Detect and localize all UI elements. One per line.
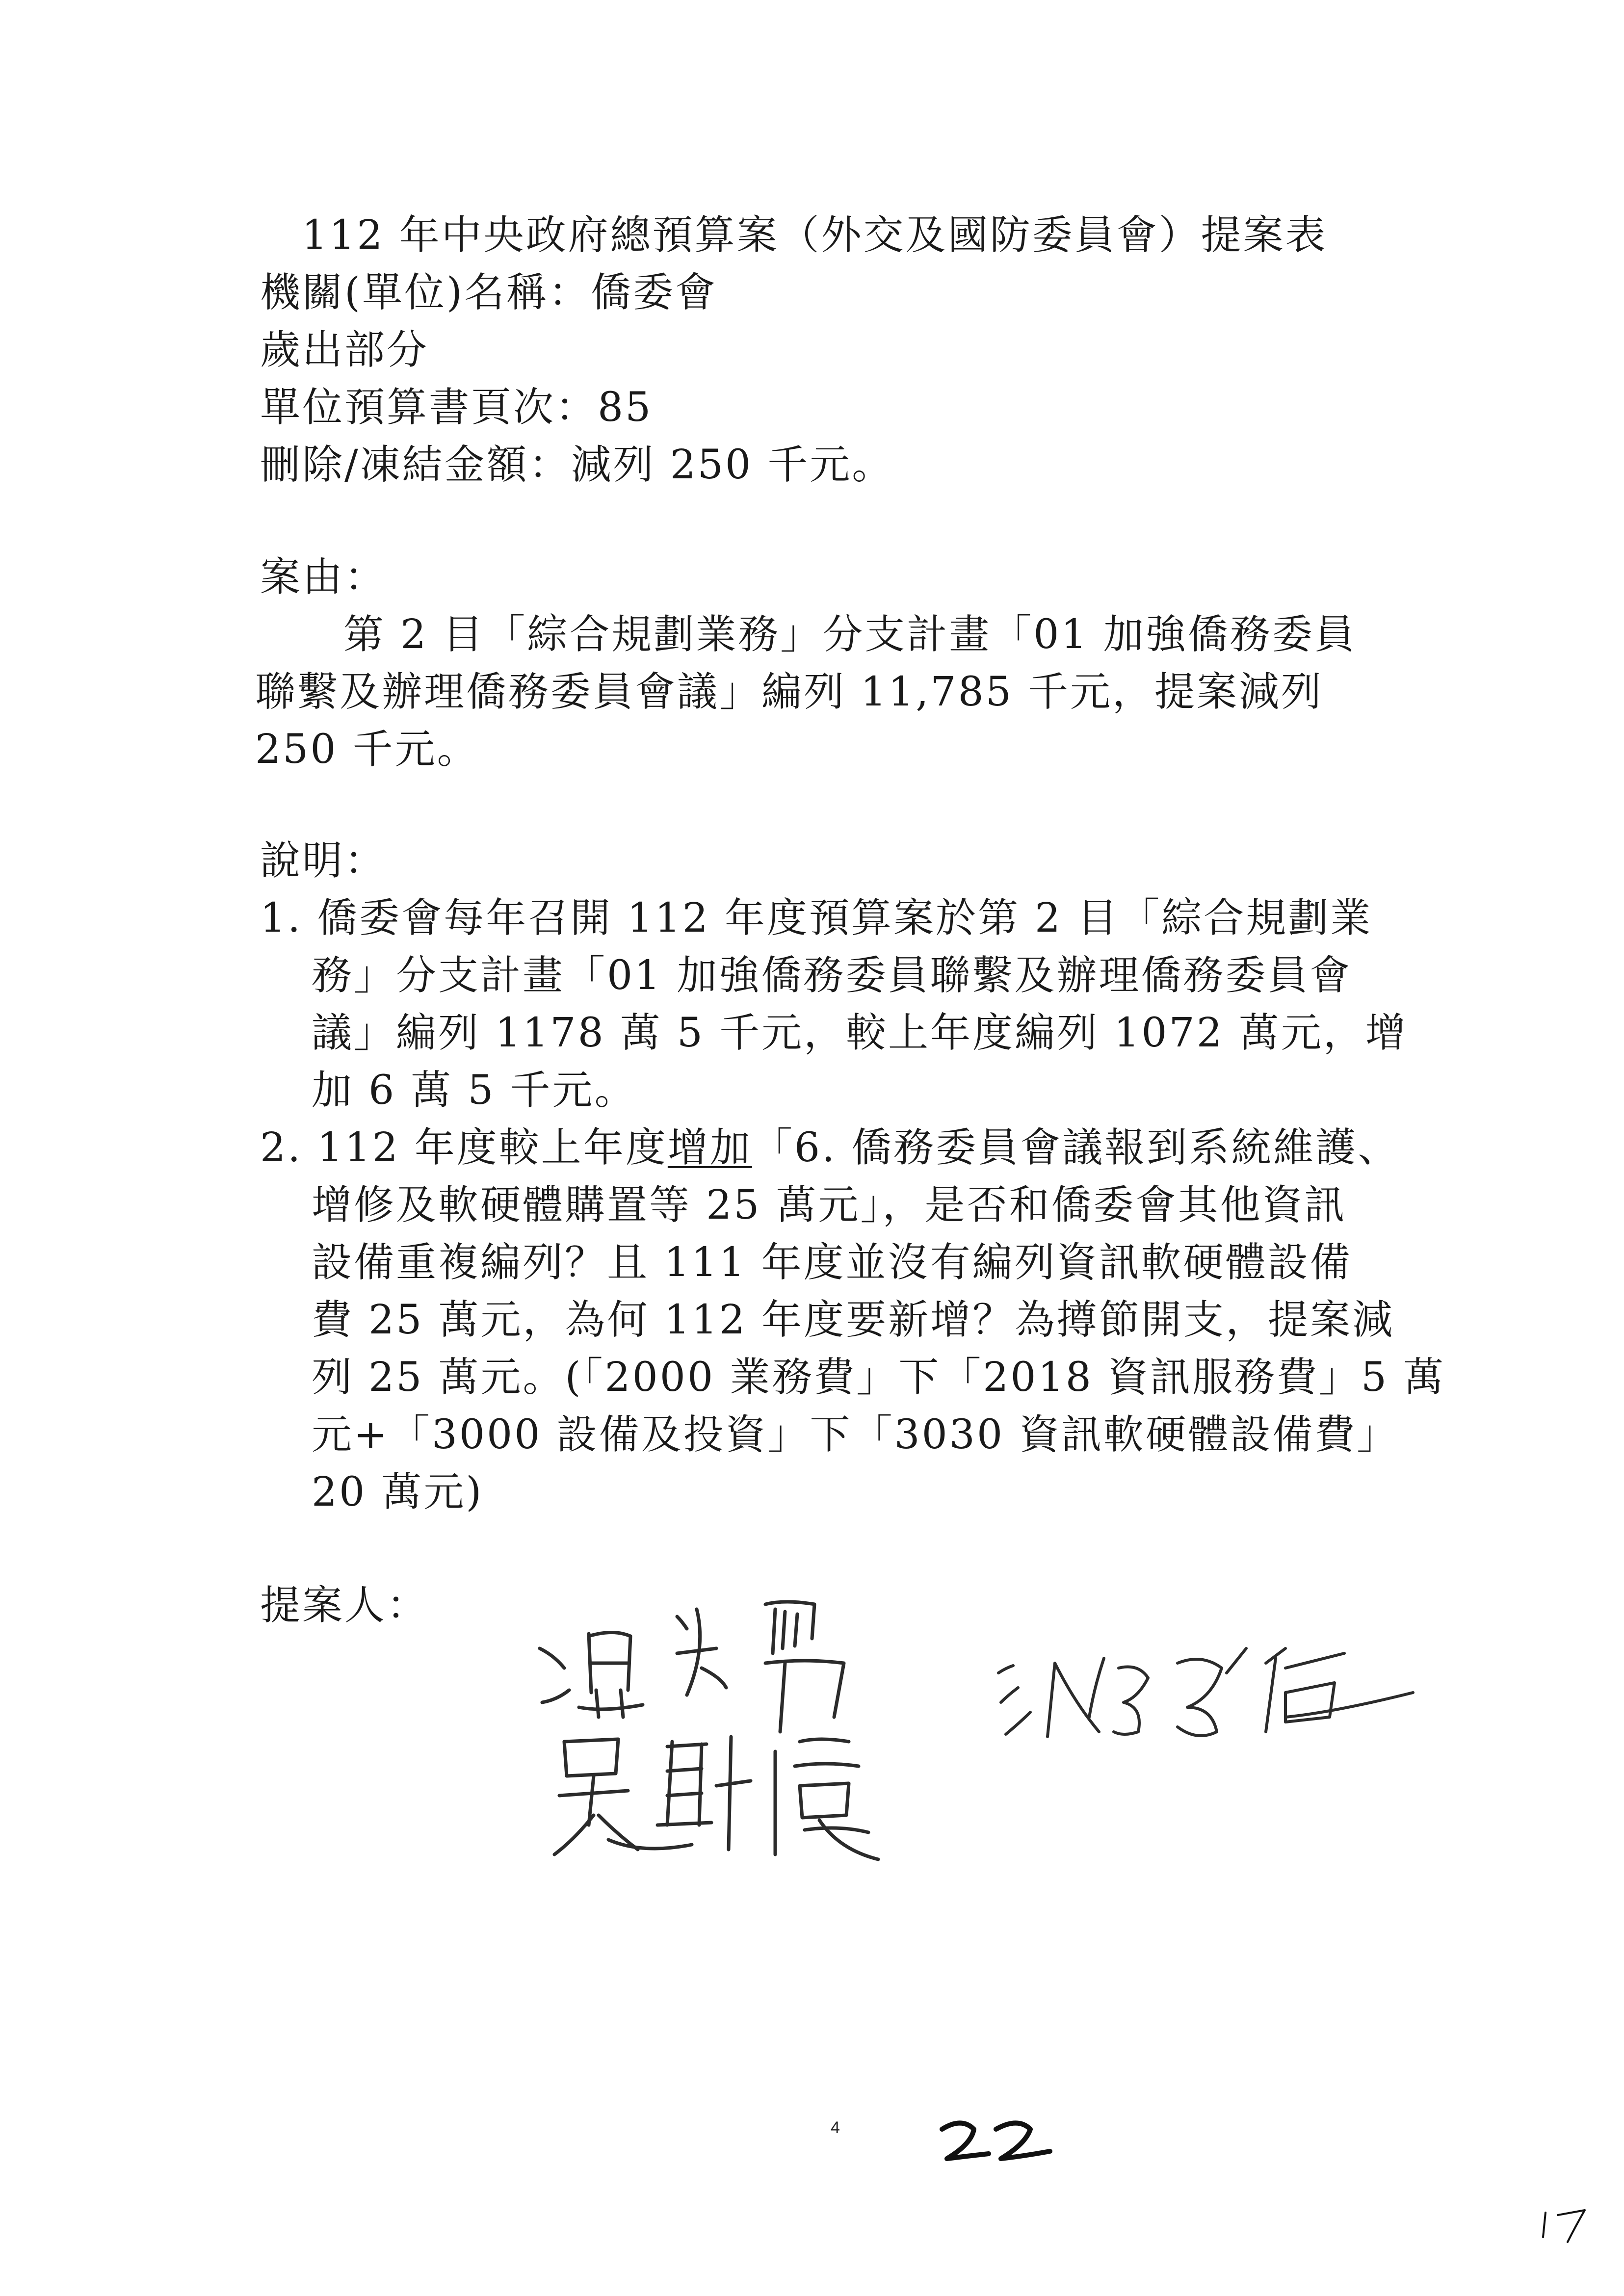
page-number: 4	[831, 2118, 840, 2137]
section-line: 歲出部分	[260, 327, 429, 373]
explanation-item-2-line: 增修及軟硬體購置等 25 萬元」，是否和僑委會其他資訊	[312, 1182, 1347, 1228]
explanation-item-2-line: 元+「3000 設備及投資」下「3030 資訊軟硬體設備費」	[312, 1411, 1399, 1458]
proposer-heading: 提案人：	[260, 1582, 429, 1629]
signature-wu-sz-huai	[545, 1727, 917, 1874]
item-2-suffix: 「6. 僑務委員會議報到系統維護、	[752, 1124, 1400, 1171]
explanation-item-2-line: 列 25 萬元。(「2000 業務費」下「2018 資訊服務費」5 萬	[312, 1354, 1446, 1401]
reason-line: 250 千元。	[255, 726, 479, 773]
handwritten-number-22	[932, 2110, 1060, 2173]
agency-line: 機關(單位)名稱：僑委會	[260, 269, 717, 316]
explanation-item-2-line: 20 萬元)	[312, 1469, 484, 1515]
amount-line: 刪除/凍結金額：減列 250 千元。	[260, 442, 894, 488]
page-title: 112 年中央政府總預算案（外交及國防委員會）提案表	[302, 212, 1328, 259]
reason-heading: 案由：	[260, 554, 387, 600]
explanation-heading: 說明：	[260, 837, 387, 884]
reason-line: 聯繫及辦理僑務委員會議」編列 11,785 千元，提案減列	[255, 669, 1324, 715]
explanation-item-1-line: 1. 僑委會每年召開 112 年度預算案於第 2 目「綜合規劃業	[260, 895, 1373, 941]
corner-number-17	[1536, 2198, 1604, 2252]
explanation-item-1-line: 加 6 萬 5 千元。	[312, 1067, 637, 1114]
signature-chiang-chi-chen	[991, 1634, 1433, 1751]
budget-page-line: 單位預算書頁次：85	[260, 384, 653, 431]
explanation-item-2-line: 費 25 萬元，為何 112 年度要新增？為撙節開支，提案減	[312, 1297, 1395, 1343]
explanation-item-1-line: 務」分支計畫「01 加強僑務委員聯繫及辦理僑務委員會	[312, 952, 1352, 999]
underlined-increase: 增加	[667, 1124, 752, 1171]
explanation-item-2-first-line	[260, 1121, 1400, 1175]
explanation-item-2-line: 設備重複編列？且 111 年度並沒有編列資訊軟硬體設備	[312, 1239, 1352, 1286]
reason-line: 第 2 目「綜合規劃業務」分支計畫「01 加強僑務委員	[343, 611, 1357, 658]
item-2-prefix: 2. 112 年度較上年度	[260, 1124, 668, 1171]
explanation-item-1-line: 議」編列 1178 萬 5 千元，較上年度編列 1072 萬元，增	[312, 1010, 1408, 1056]
